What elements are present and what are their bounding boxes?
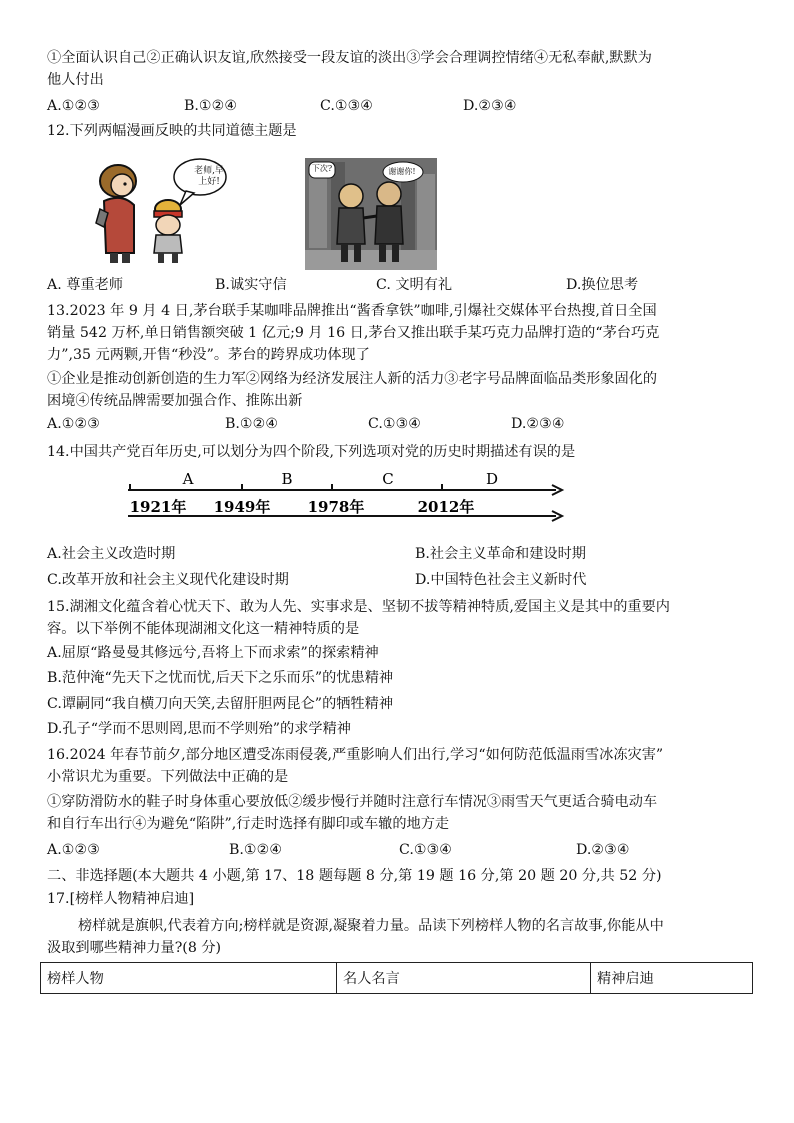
q12-option-a: A. 尊重老师	[47, 277, 124, 293]
q12-option-d: D.换位思考	[566, 277, 639, 293]
q13-option-c: C.①③④	[368, 416, 422, 432]
q15-option-d: D.孔子“学而不思则罔,思而不学则殆”的求学精神	[47, 721, 351, 737]
q15-stem-line2: 容。以下举例不能体现湖湘文化这一精神特质的是	[47, 621, 360, 637]
q11-option-d: D.②③④	[463, 98, 517, 114]
q12-option-b: B.诚实守信	[215, 277, 287, 293]
table-header-inspiration: 精神启迪	[591, 963, 753, 994]
q13-stem-line1: 13.2023 年 9 月 4 日,茅台联手某咖啡品牌推出“酱香拿铁”咖啡,引爆社交媒体平台热搜,首日全国	[47, 303, 657, 319]
q17-table	[40, 962, 753, 994]
timeline-year-1949: 1949年	[213, 498, 271, 516]
q16-option-c: C.①③④	[399, 842, 453, 858]
q13-option-a: A.①②③	[47, 416, 100, 432]
q16-option-b: B.①②④	[229, 842, 283, 858]
timeline-label-a: A	[182, 470, 194, 488]
q11-option-c: C.①③④	[320, 98, 374, 114]
timeline-label-b: B	[281, 470, 293, 488]
q15-option-c: C.谭嗣同“我自横刀向天笑,去留肝胆两昆仑”的牺牲精神	[47, 696, 394, 712]
q13-stem-line3: 力”,35 元两颗,开售“秒没”。茅台的跨界成功体现了	[47, 347, 370, 363]
timeline-label-c: C	[382, 470, 394, 488]
q13-option-b: B.①②④	[225, 416, 279, 432]
timeline-year-1921: 1921年	[129, 498, 187, 516]
q13-statements-line2: 困境④传统品牌需要加强合作、推陈出新	[47, 393, 303, 409]
q16-stem-line1: 16.2024 年春节前夕,部分地区遭受冻雨侵袭,严重影响人们出行,学习“如何防范低温雨雪冰冻灾害”	[47, 747, 664, 763]
q11-statements-line2: 他人付出	[47, 72, 104, 88]
q12-stem: 12.下列两幅漫画反映的共同道德主题是	[47, 123, 297, 139]
q16-statements-line2: 和自行车出行④为避免“陷阱”,行走时选择有脚印或车辙的地方走	[47, 816, 450, 832]
q14-option-a: A.社会主义改造时期	[47, 546, 176, 562]
q11-statements-line1: ①全面认识自己②正确认识友谊,欣然接受一段友谊的淡出③学会合理调控情绪④无私奉献,默默为	[47, 50, 652, 66]
q13-stem-line2: 销量 542 万杯,单日销售额突破 1 亿元;9 月 16 日,茅台又推出联手某巧克力品牌打造的“茅台巧克	[47, 325, 660, 341]
comic1-speech-bubble-text: 老师,早上好!	[194, 166, 224, 187]
comic2-right-bubble-text: 谢谢你!	[388, 167, 416, 176]
q16-option-a: A.①②③	[47, 842, 100, 858]
q16-option-d: D.②③④	[576, 842, 630, 858]
q14-stem: 14.中国共产党百年历史,可以划分为四个阶段,下列选项对党的历史时期描述有误的是	[47, 444, 576, 460]
timeline-year-2012: 2012年	[417, 498, 475, 516]
table-header-row	[41, 963, 753, 994]
timeline-label-d: D	[485, 470, 499, 488]
timeline-year-1978: 1978年	[307, 498, 365, 516]
q17-title: 17.[榜样人物精神启迪]	[47, 891, 195, 907]
table-header-quote: 名人名言	[337, 963, 591, 994]
q14-option-c: C.改革开放和社会主义现代化建设时期	[47, 572, 289, 588]
q12-option-c: C. 文明有礼	[376, 277, 453, 293]
q16-stem-line2: 小常识尤为重要。下列做法中正确的是	[47, 769, 289, 785]
q15-option-a: A.屈原“路曼曼其修远兮,吾将上下而求索”的探索精神	[47, 645, 379, 661]
q16-statements-line1: ①穿防滑防水的鞋子时身体重心要放低②缓步慢行并随时注意行车情况③雨雪天气更适合骑电动车	[47, 794, 658, 810]
q13-statements-line1: ①企业是推动创新创造的生力军②网络为经济发展注人新的活力③老字号品牌面临品类形象固化的	[47, 371, 658, 387]
comic2-left-bubble-text: 下次?	[311, 164, 333, 173]
q14-option-b: B.社会主义革命和建设时期	[415, 546, 586, 562]
section-2-heading: 二、非选择题(本大题共 4 小题,第 17、18 题每题 8 分,第 19 题 16 分,第 20 题 20 分,共 52 分)	[47, 868, 662, 884]
q11-option-a: A.①②③	[47, 98, 100, 114]
table-header-role-model: 榜样人物	[41, 963, 337, 994]
q17-intro-line2: 汲取到哪些精神力量?(8 分)	[47, 940, 222, 956]
party-history-timeline	[120, 466, 570, 526]
q13-option-d: D.②③④	[511, 416, 565, 432]
q11-option-b: B.①②④	[184, 98, 238, 114]
q15-option-b: B.范仲淹“先天下之忧而忧,后天下之乐而乐”的忧患精神	[47, 670, 394, 686]
q14-option-d: D.中国特色社会主义新时代	[415, 572, 587, 588]
q15-stem-line1: 15.湖湘文化蕴含着心忧天下、敢为人先、实事求是、坚韧不拔等精神特质,爱国主义是其中的重要内	[47, 599, 670, 615]
q17-intro-line1: 榜样就是旗帜,代表着方向;榜样就是资源,凝聚着力量。品读下列榜样人物的名言故事,你能从中	[78, 918, 664, 934]
